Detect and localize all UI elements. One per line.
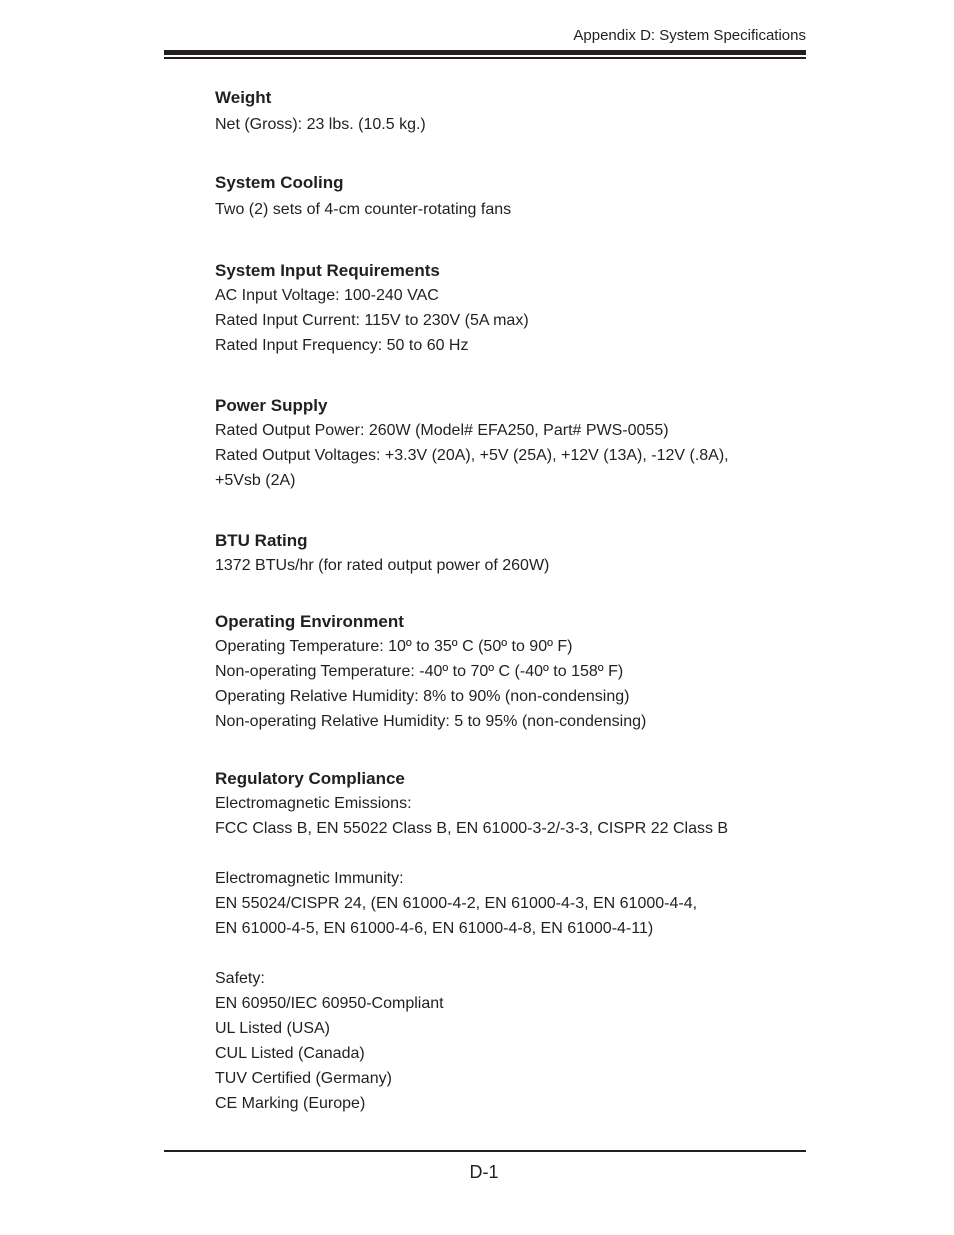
spec-line: Rated Input Current: 115V to 230V (5A max) [215,312,529,329]
paragraph-gap [215,841,728,866]
spec-line: EN 55024/CISPR 24, (EN 61000-4-2, EN 61000-4-3, EN 61000-4-4, [215,895,698,912]
spec-line: 1372 BTUs/hr (for rated output power of 260W) [215,557,550,574]
running-header: Appendix D: System Specifications [573,27,806,44]
spec-line: Rated Output Voltages: +3.3V (20A), +5V (25A), +12V (13A), -12V (.8A), [215,447,729,464]
spec-line: UL Listed (USA) [215,1020,330,1037]
section-heading: Regulatory Compliance [215,769,405,788]
paragraph-gap [215,941,728,966]
section-heading: System Cooling [215,173,344,192]
spec-line: Operating Relative Humidity: 8% to 90% (non-condensing) [215,688,630,705]
section-weight [215,85,426,137]
section-system-cooling [215,170,511,222]
spec-line: TUV Certified (Germany) [215,1070,392,1087]
spec-line: CE Marking (Europe) [215,1095,366,1112]
spec-line: Electromagnetic Immunity: [215,870,404,887]
spec-line: Safety: [215,970,265,987]
spec-line: EN 61000-4-5, EN 61000-4-6, EN 61000-4-8, EN 61000-4-11) [215,920,654,937]
section-heading: System Input Requirements [215,261,440,280]
spec-line: Operating Temperature: 10º to 35º C (50º to 90º F) [215,638,573,655]
spec-line: Rated Input Frequency: 50 to 60 Hz [215,337,469,354]
spec-line: +5Vsb (2A) [215,472,296,489]
section-heading: Weight [215,88,272,107]
page-number: D-1 [469,1162,499,1182]
spec-line: Net (Gross): 23 lbs. (10.5 kg.) [215,116,426,133]
header-rule-thin [164,57,806,59]
spec-line: Two (2) sets of 4-cm counter-rotating fans [215,201,512,218]
section-power-supply [215,393,729,493]
spec-line: FCC Class B, EN 55022 Class B, EN 61000-3-2/-3-3, CISPR 22 Class B [215,820,729,837]
spec-line: EN 60950/IEC 60950-Compliant [215,995,444,1012]
spec-line: Non-operating Relative Humidity: 5 to 95% (non-condensing) [215,713,647,730]
section-heading: Power Supply [215,396,328,415]
section-system-input-requirements [215,258,529,358]
spec-line: Rated Output Power: 260W (Model# EFA250, Part# PWS-0055) [215,422,669,439]
header-rule-thick [164,50,806,55]
section-btu-rating [215,528,549,578]
spec-line: CUL Listed (Canada) [215,1045,365,1062]
spec-line: Non-operating Temperature: -40º to 70º C (-40º to 158º F) [215,663,624,680]
section-operating-environment [215,609,646,734]
section-heading: BTU Rating [215,531,308,550]
section-heading: Operating Environment [215,612,404,631]
footer-rule [164,1150,806,1152]
spec-line: AC Input Voltage: 100-240 VAC [215,287,439,304]
spec-line: Electromagnetic Emissions: [215,795,412,812]
section-regulatory-compliance [215,766,728,1116]
